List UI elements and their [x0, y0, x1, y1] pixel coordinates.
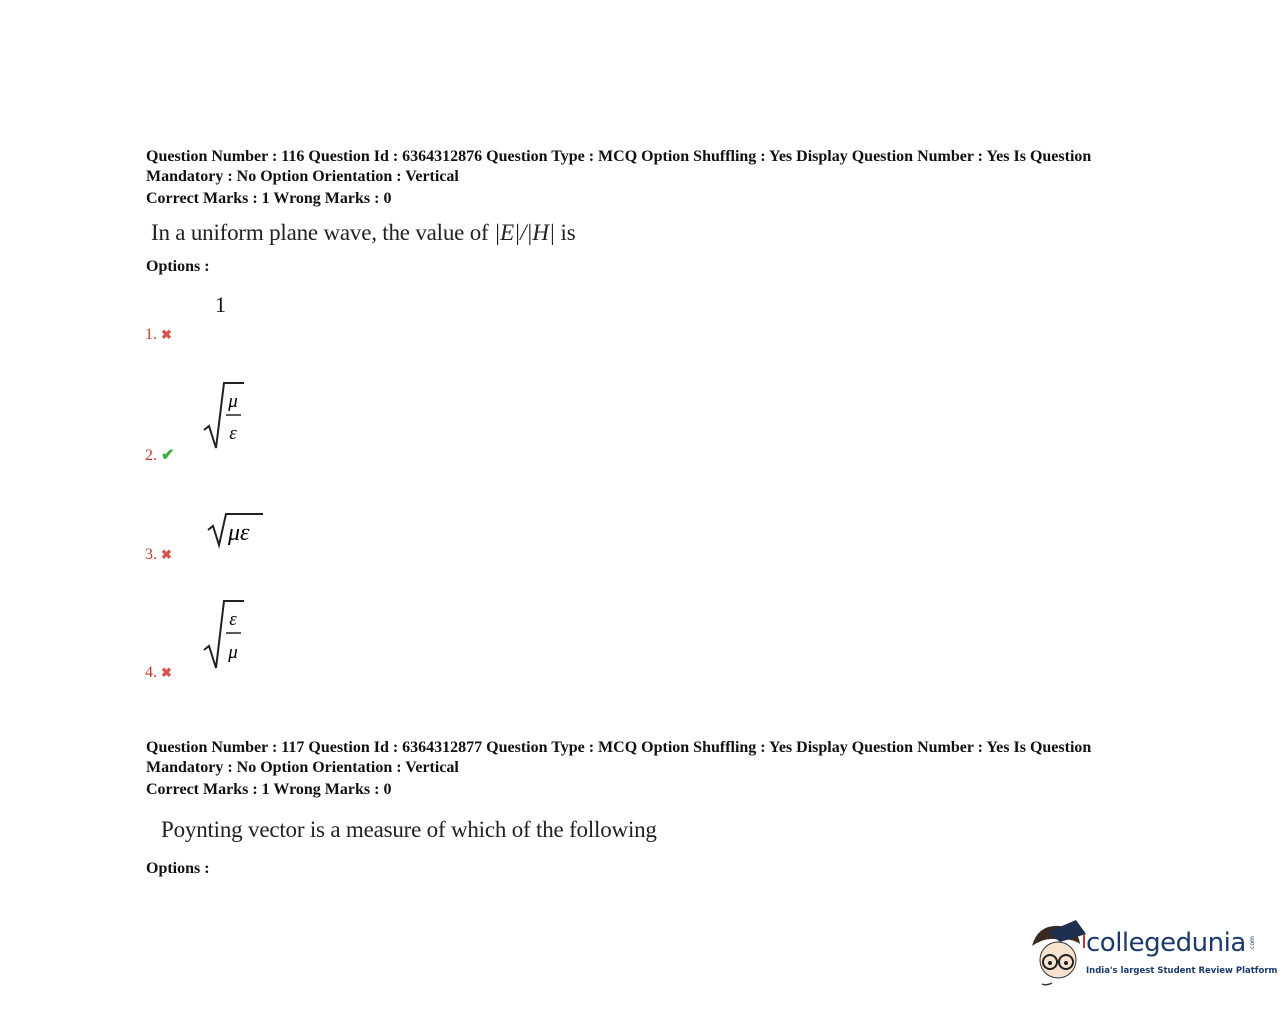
question-116-text: [151, 220, 575, 246]
logo-title: collegedunia: [1086, 928, 1246, 958]
option-1-number: 1.: [145, 326, 157, 343]
option-4-sqrt-fraction: [200, 596, 250, 674]
collegedunia-logo: [1026, 918, 1278, 988]
logo-suffix: .com: [1248, 936, 1256, 951]
wrong-mark-icon: ✖: [161, 547, 172, 562]
logo-tagline: India's largest Student Review Platform: [1086, 966, 1278, 976]
option-4: [145, 664, 172, 682]
option-3: [145, 546, 172, 564]
correct-mark-icon: ✔: [161, 447, 175, 464]
mascot-icon: [1026, 918, 1088, 988]
option-4-radical: [204, 601, 244, 668]
option-4-numerator: ε: [229, 609, 237, 630]
option-2-sqrt-fraction: [200, 378, 250, 454]
option-3-sqrt: [205, 510, 269, 550]
question-116-marks: Correct Marks : 1 Wrong Marks : 0: [146, 190, 392, 207]
question-116-options-label: Options :: [146, 258, 210, 275]
option-2-denominator: ε: [229, 423, 237, 444]
option-2: [145, 445, 174, 465]
question-116-text-pre: In a uniform plane wave, the value of: [151, 220, 495, 245]
question-116-meta: Question Number : 116 Question Id : 6364312876 Question Type : MCQ Option Shuffling : Yes Display Question Number : Yes Is Question Mandatory : No Option Orientation : Vertical: [146, 148, 1092, 185]
option-2-number: 2.: [145, 447, 157, 464]
question-117-options-label: Options :: [146, 860, 210, 877]
question-117-meta: Question Number : 117 Question Id : 6364312877 Question Type : MCQ Option Shuffling : Yes Display Question Number : Yes Is Question Mandatory : No Option Orientation : Vertical: [146, 739, 1092, 776]
question-117-text: Poynting vector is a measure of which of the following: [161, 817, 657, 842]
option-4-number: 4.: [145, 664, 157, 681]
wrong-mark-icon: ✖: [161, 665, 172, 680]
option-3-number: 3.: [145, 546, 157, 563]
question-116-expression: |E|/|H|: [494, 220, 555, 245]
option-1-content: 1: [215, 292, 226, 317]
question-117-marks: Correct Marks : 1 Wrong Marks : 0: [146, 781, 392, 798]
option-2-numerator: μ: [228, 391, 238, 412]
wrong-mark-icon: ✖: [161, 327, 172, 342]
option-4-denominator: μ: [228, 642, 238, 663]
option-3-radicand: με: [228, 520, 250, 546]
question-116-text-post: is: [554, 220, 576, 245]
option-1: [145, 326, 172, 344]
